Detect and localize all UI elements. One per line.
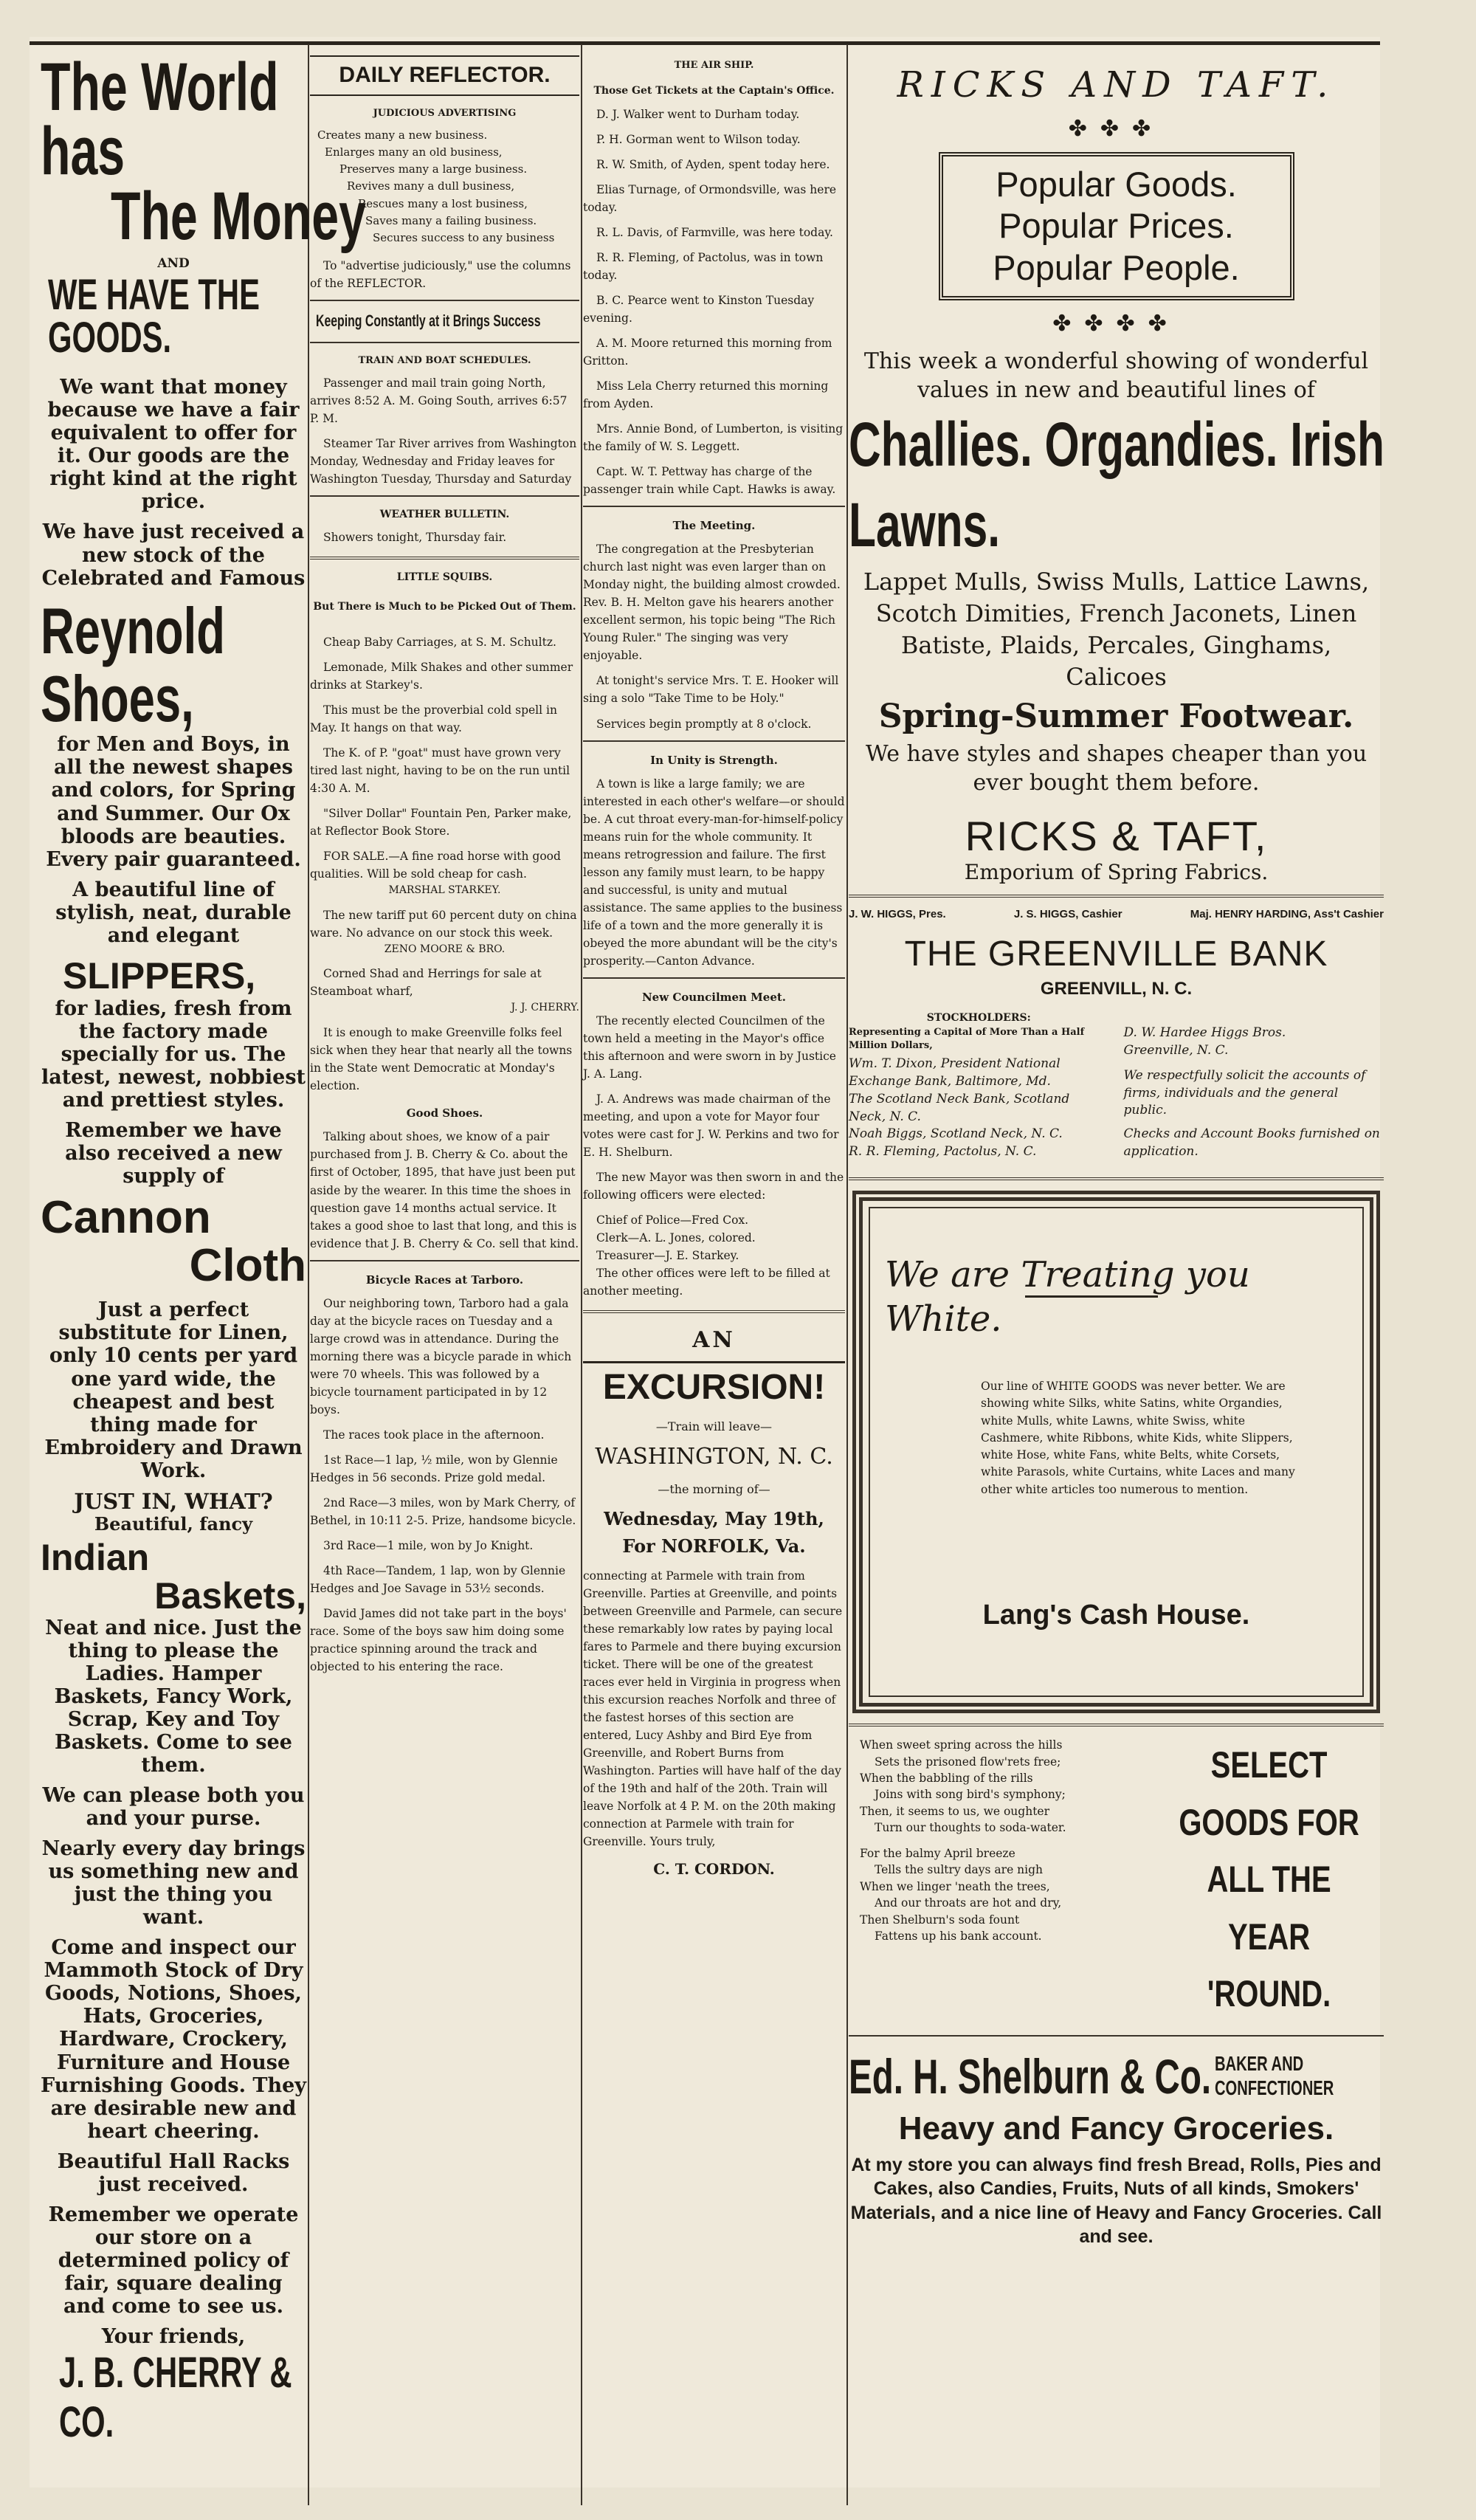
flourish-icon [1025,1295,1158,1298]
stockholder: Wm. T. Dixon, President National Exchange Bank, Baltimore, Md. [849,1056,1061,1089]
article-text: 3rd Race—1 mile, won by Jo Knight. [323,1539,534,1552]
article-text: Talking about shoes, we know of a pair purchased from J. B. Cherry & Co. about the first of October, 1895, that have just been put aside by the wearer. In this time the shoes in question gave 14 months actual service. It takes a good shoe to last that long, and this is evidence that J. B. Cherry & Co. sell that kind. [310,1130,579,1250]
bank-officer: J. S. HIGGS, Cashier [1013,908,1122,921]
train-schedule: Passenger and mail train going North, arrives 8:52 A. M. Going South, arrives 6:57 P. M. [310,376,568,425]
bank-officer: Maj. HENRY HARDING, Ass't Cashier [1190,908,1384,921]
article-text: David James did not take part in the boys' race. Some of the boys saw him doing some practice spinning around the track and objected to his entering the race. [310,1607,567,1674]
section-heading: TRAIN AND BOAT SCHEDULES. [358,354,531,366]
reflector-column [310,55,579,2505]
poem-line: Then Shelburn's soda fount [860,1913,1020,1927]
white-goods-text: Our line of WHITE GOODS was never better. We are showing white Silks, white Satins, white Organdies, white Mulls, white Lawns, white Swiss, white Cashmere, white Ribbons, white Kids, white Slippers, white Hose, white Fans, white Belts, white Corsets, white Parasols, white Curtains, white Laces and many other white articles too numerous to mention. [981,1380,1295,1496]
local-news-column [583,55,845,2505]
officer: Treasurer—J. E. Starkey. [596,1249,739,1263]
poem-line: Turn our thoughts to soda-water. [875,1821,1066,1835]
ad-just-in: JUST IN, WHAT? [74,1488,273,1514]
ad-text: Nearly every day brings us something new and just the thing you want. [41,1837,306,1929]
squib: "Silver Dollar" Fountain Pen, Parker make, at Reflector Book Store. [310,806,572,838]
ad-text: Neat and nice. Just the thing to please the Ladies. Hamper Baskets, Fancy Work, Scrap, Key and Toy Baskets. Come to see them. [45,1616,302,1777]
section-heading: LITTLE SQUIBS. [396,571,493,584]
ricks-taft-headline: RICKS AND TAFT. [897,64,1336,106]
popular-line: Popular Goods. [996,165,1237,204]
section-heading: New Councilmen Meet. [641,990,787,1004]
divider [310,495,579,497]
advertising-poem [310,127,579,247]
divider [583,1361,845,1363]
ornament-icon: ✤✤✤✤ [1052,311,1180,337]
shelburn-name: Ed. H. Shelburn & Co. [849,2048,1212,2104]
officer: Clerk—A. L. Jones, colored. [596,1231,756,1245]
poem-line: Fattens up his bank account. [875,1929,1042,1944]
popular-line: Popular Prices. [999,206,1234,246]
ad-reynold: Reynold Shoes, [41,593,225,735]
excursion-signature: C. T. CORDON. [653,1860,775,1879]
column-rule [581,44,582,2505]
personal-item: R. L. Davis, of Farmville, was here today. [596,225,833,239]
ad-text: A beautiful line of stylish, neat, durable and elegant [55,878,292,947]
ad-text: We can please both you and your purse. [42,1784,305,1831]
excursion-advertisement [583,1323,845,1881]
article-text: The races took place in the afternoon. [323,1428,545,1442]
personal-item: A. M. Moore returned this morning from Gritton. [583,336,832,368]
poem-note: To "advertise judiciously," use the columns of the REFLECTOR. [310,259,571,291]
treating-headline: We are Treating you White. [885,1254,1250,1340]
bank-note: Checks and Account Books furnished on application. [1123,1126,1380,1160]
divider [849,1177,1384,1180]
stockholders-left [849,1011,1109,1161]
ad-text: We have just received a new stock of the Celebrated and Famous [41,520,306,590]
langs-advertisement [852,1191,1380,1713]
divider [310,300,579,301]
poem-line: Enlarges many an old business, [325,145,503,159]
article-text: The new Mayor was then sworn in and the following officers were elected: [583,1171,844,1202]
ad-text: Remember we operate our store on a determined policy of fair, square dealing and come to see us. [48,2203,299,2318]
emporium-text: Emporium of Spring Fabrics. [964,860,1269,885]
squib-signature: ZENO MOORE & BRO. [384,943,506,955]
ad-cloth: Cloth [189,1240,306,1292]
excursion-body: connecting at Parmele with train from Greenville. Parties at Greenville, and points between Greenville and Parmele, can secure these remarkably low rates by paying local fares to Parmele and there buying excursion ticket. There will be one of the greatest races ever held in Virginia in progress when this excursion reaches Norfolk and three of the fastest horses of this section are entered, Lucy Ashby and Bird Eye from Greenville, and Robert Burns from Washington. Parties will have half of the day of the 19th and half of the 20th. Train will leave Norfolk at 4 P. M. on the 20th making connection at Parmele with train for Greenville. Yours truly, [583,1569,843,1849]
personal-item: B. C. Pearce went to Kinston Tuesday evening. [583,293,815,325]
article-text: J. A. Andrews was made chairman of the meeting, and upon a vote for Mayor four votes were cast for J. W. Perkins and two for E. H. Shelburn. [583,1092,839,1160]
section-heading: Good Shoes. [406,1106,483,1120]
excursion-title: EXCURSION! [602,1367,826,1407]
ad-headline-2: The Money [111,178,366,254]
boat-schedule: Steamer Tar River arrives from Washington Monday, Wednesday and Friday leaves for Washington Tuesday, Thursday and Saturday [310,436,577,486]
poem-line: Creates many a new business. [317,128,488,142]
bank-note: We respectfully solicit the accounts of firms, individuals and the general public. [1123,1067,1366,1118]
divider [849,1724,1384,1727]
weather-text: Showers tonight, Thursday fair. [323,531,507,545]
stockholders-right [1124,1011,1384,1161]
section-heading: JUDICIOUS ADVERTISING [373,107,517,119]
stockholder: R. R. Fleming, Pactolus, N. C. [849,1144,1037,1160]
personal-item: Capt. W. T. Pettway has charge of the passenger train while Capt. Hawks is away. [583,465,836,497]
ad-text: Come and inspect our Mammoth Stock of Dry Goods, Notions, Shoes, Hats, Groceries, Hardware, Crockery, Furniture and House Furnishing Goods. They are desirable new and heart cheering. [41,1936,306,2143]
divider [310,342,579,343]
ad-signature: J. B. CHERRY & CO. [59,2349,292,2447]
article-text: Our neighboring town, Tarboro had a gala day at the bicycle races on Tuesday and a large crowd was in attendance. During the morning there was a bicycle parade in which were 70 wheels. This was followed by a bicycle tournament participated in by 12 boys. [310,1296,572,1416]
ornament-icon: ✤✤✤ [1068,116,1165,142]
bank-officers [849,908,1384,920]
column-rule [846,44,848,2505]
bank-city: GREENVILL, N. C. [1040,979,1193,999]
poem-line: Sets the prisoned flow'rets free; [875,1755,1061,1769]
store-text: At my store you can always find fresh Bread, Rolls, Pies and Cakes, also Candies, Fruits, Nuts of all kinds, Smokers' Materials, and a nice line of Heavy and Fancy Groceries. Call and see. [850,2154,1382,2248]
personal-item: D. J. Walker went to Durham today. [596,107,800,121]
excursion-place: WASHINGTON, N. C. [595,1444,833,1470]
week-text: This week a wonderful showing of wonderful values in new and beautiful lines of [863,348,1369,404]
ad-text: Just a perfect substitute for Linen, only 10 cents per yard one yard wide, the cheapest and best thing made for Embroidery and Drawn Work. [44,1298,303,1482]
footwear-headline: Spring-Summer Footwear. [878,698,1354,736]
bank-name: THE GREENVILLE BANK [904,934,1328,974]
ricks-taft-name: RICKS & TAFT, [965,813,1268,860]
section-heading: In Unity is Strength. [650,753,778,767]
poem-line: When the babbling of the rills [860,1771,1033,1785]
poem-line: Preserves many a large business. [339,162,528,176]
soda-advertisement [849,1737,1384,2023]
divider [583,977,845,979]
excursion-destination: For NORFOLK, Va. [622,1535,806,1557]
keeping-heading: Keeping Constantly at it Brings Success [316,311,541,331]
officer: Chief of Police—Fred Cox. [596,1213,749,1228]
stockholder: Noah Biggs, Scotland Neck, N. C. [849,1126,1063,1142]
divider [849,895,1384,898]
section-heading: The Meeting. [672,519,756,533]
subheading: But There is Much to be Picked Out of Them. [313,601,576,613]
article-text: 2nd Race—3 miles, won by Mark Cherry, of Bethel, in 10:11 2-5. Prize, handsome bicycle. [310,1495,576,1527]
divider [583,740,845,742]
section-heading: THE AIR SHIP. [674,60,754,71]
ad-goods: WE HAVE THE GOODS. [48,271,260,362]
article-text: The recently elected Councilmen of the town held a meeting in the Mayor's office this afternoon and were sworn in by Justice J. A. Lang. [583,1014,836,1081]
stockholder: D. W. Hardee Higgs Bros. [1123,1025,1286,1041]
personal-item: P. H. Gorman went to Wilson today. [596,132,801,146]
ad-text: for ladies, fresh from the factory made specially for us. The latest, newest, nobbiest and prettiest styles. [41,996,306,1112]
poem-line: Joins with song bird's symphony; [875,1788,1066,1802]
squib: The K. of P. "goat" must have grown very tired last night, having to be on the run until 4:30 A. M. [310,746,570,795]
article-text: The other offices were left to be filled at another meeting. [583,1267,830,1298]
stockholder: The Scotland Neck Bank, Scotland Neck, N. C. [849,1091,1070,1124]
groceries-headline: Heavy and Fancy Groceries. [898,2110,1334,2147]
shelburn-header [849,2048,1384,2104]
styles-text: We have styles and shapes cheaper than you ever bought them before. [865,741,1368,796]
poem-line: Revives many a dull business, [347,179,515,193]
ad-indian: Indian [41,1536,150,1578]
excursion-line: —Train will leave— [655,1419,773,1433]
popular-box [939,152,1294,300]
ad-baskets: Baskets, [154,1574,306,1617]
poem-line: Tells the sultry days are nigh [875,1863,1044,1877]
ad-text: We want that money because we have a fair equivalent to offer for it. Our goods are the right kind at the right price. [47,376,300,514]
squib-signature: J. J. CHERRY. [511,1002,579,1014]
personal-item: Elias Turnage, of Ormondsville, was here today. [583,182,837,214]
divider [310,1260,579,1261]
squib: This must be the proverbial cold spell in May. It hangs on that way. [310,703,557,734]
ad-headline-1: The World has [41,49,279,190]
ad-text: Remember we have also received a new supply of [65,1119,282,1188]
soda-poem [849,1737,1147,2023]
squib: The new tariff put 60 percent duty on china ware. No advance on our stock this week. [310,908,577,940]
poem-line: Secures success to any business [373,231,555,245]
langs-name: Lang's Cash House. [982,1600,1250,1631]
personal-item: Miss Lela Cherry returned this morning from Ayden. [583,379,829,411]
ad-text: Beautiful Hall Racks just received. [57,2149,290,2196]
column-rule [308,44,309,2505]
stock-subheading: Representing a Capital of More Than a Half Million Dollars, [849,1026,1085,1052]
section-heading: Bicycle Races at Tarboro. [365,1273,524,1287]
poem-line: For the balmy April breeze [860,1846,1015,1860]
divider [583,506,845,507]
personal-item: R. R. Fleming, of Pactolus, was in town today. [583,250,824,282]
squib: Lemonade, Milk Shakes and other summer drinks at Starkey's. [310,660,573,692]
article-text: Services begin promptly at 8 o'clock. [596,717,812,731]
spacer [860,1836,1147,1845]
divider [583,1310,845,1313]
divider [310,557,579,560]
ad-friends: Your friends, [101,2325,246,2349]
article-text: 4th Race—Tandem, 1 lap, won by Glennie Hedges and Joe Savage in 53½ seconds. [310,1564,566,1596]
squib: FOR SALE.—A fine road horse with good qualities. Will be sold cheap for cash. [310,849,561,881]
ad-slippers: SLIPPERS, [63,954,256,996]
excursion-line: —the morning of— [658,1481,770,1496]
popular-line: Popular People. [993,247,1240,287]
fabrics-headline: Challies. Organdies. Irish Lawns. [849,410,1384,560]
right-advertisements [849,55,1384,2505]
fabric-lines: Lappet Mulls, Swiss Mulls, Lattice Lawns, Scotch Dimities, French Jaconets, Linen Batiste, Plaids, Percales, Ginghams, Calicoes [863,567,1370,692]
squib: Cheap Baby Carriages, at S. M. Schultz. [323,635,556,649]
masthead: DAILY REFLECTOR. [310,55,579,96]
poem-line: When sweet spring across the hills [860,1738,1063,1752]
article-text: At tonight's service Mrs. T. E. Hooker will sing a solo "Take Time to be Holy." [583,674,839,706]
squib: Corned Shad and Herrings for sale at Steamboat wharf, [310,967,542,999]
excursion-an: AN [692,1327,736,1354]
bank-stockholders [849,1011,1384,1161]
divider [849,2035,1384,2037]
ad-and: AND [157,256,190,272]
baker-label: BAKER AND CONFECTIONER [1215,2052,1334,2099]
bank-officer: J. W. HIGGS, Pres. [849,908,946,921]
poem-line: Rescues many a lost business, [358,196,528,210]
article-text: 1st Race—1 lap, ½ mile, won by Glennie Hedges in 56 seconds. Prize gold medal. [310,1453,558,1484]
ad-text: for Men and Boys, in all the newest shapes and colors, for Spring and Summer. Our Ox bloods are beauties. Every pair guaranteed. [46,733,301,871]
poem-line: And our throats are hot and dry, [875,1896,1062,1910]
select-goods: SELECT GOODS FOR ALL THE YEAR 'ROUND. [1179,1744,1359,2015]
ad-cannon: Cannon [41,1192,211,1244]
ad-fancy: Beautiful, fancy [94,1513,253,1535]
top-rule [30,41,1380,45]
poem-line: Then, it seems to us, we oughter [860,1804,1049,1818]
squib: It is enough to make Greenville folks feel sick when they hear that nearly all the towns in the State went Democratic at Monday's election. [310,1026,573,1093]
stock-heading: STOCKHOLDERS: [926,1012,1031,1025]
poem-line: Saves many a failing business. [365,213,537,227]
personal-item: R. W. Smith, of Ayden, spent today here. [596,157,830,171]
article-text: A town is like a large family; we are interested in each other's welfare—or should be. A cut throat every-man-for-himself-policy means ruin for the whole community. It means retrogression and failure. The first lesson any family must learn, to be happy and successful, is unity and mutual assistance. The same applies to the business life of a town and the more generally it is obeyed the more abundant will be the city's prosperity.—Canton Advance. [583,777,845,968]
excursion-date: Wednesday, May 19th, [604,1507,824,1529]
subheading: Those Get Tickets at the Captain's Office. [593,85,835,97]
poem-line: When we linger 'neath the trees, [860,1879,1050,1893]
section-heading: WEATHER BULLETIN. [379,508,510,520]
cherry-advertisement [41,49,366,2505]
stockholder: Greenville, N. C. [1123,1043,1229,1058]
squib-signature: MARSHAL STARKEY. [388,884,501,897]
article-text: The congregation at the Presbyterian church last night was even larger than on Monday night, the building almost crowded. Rev. B. H. Melton gave his hearers another excellent sermon, his topic being "The Rich Young Ruler." The singing was very enjoyable. [583,543,841,663]
personal-item: Mrs. Annie Bond, of Lumberton, is visiting the family of W. S. Leggett. [583,422,844,454]
